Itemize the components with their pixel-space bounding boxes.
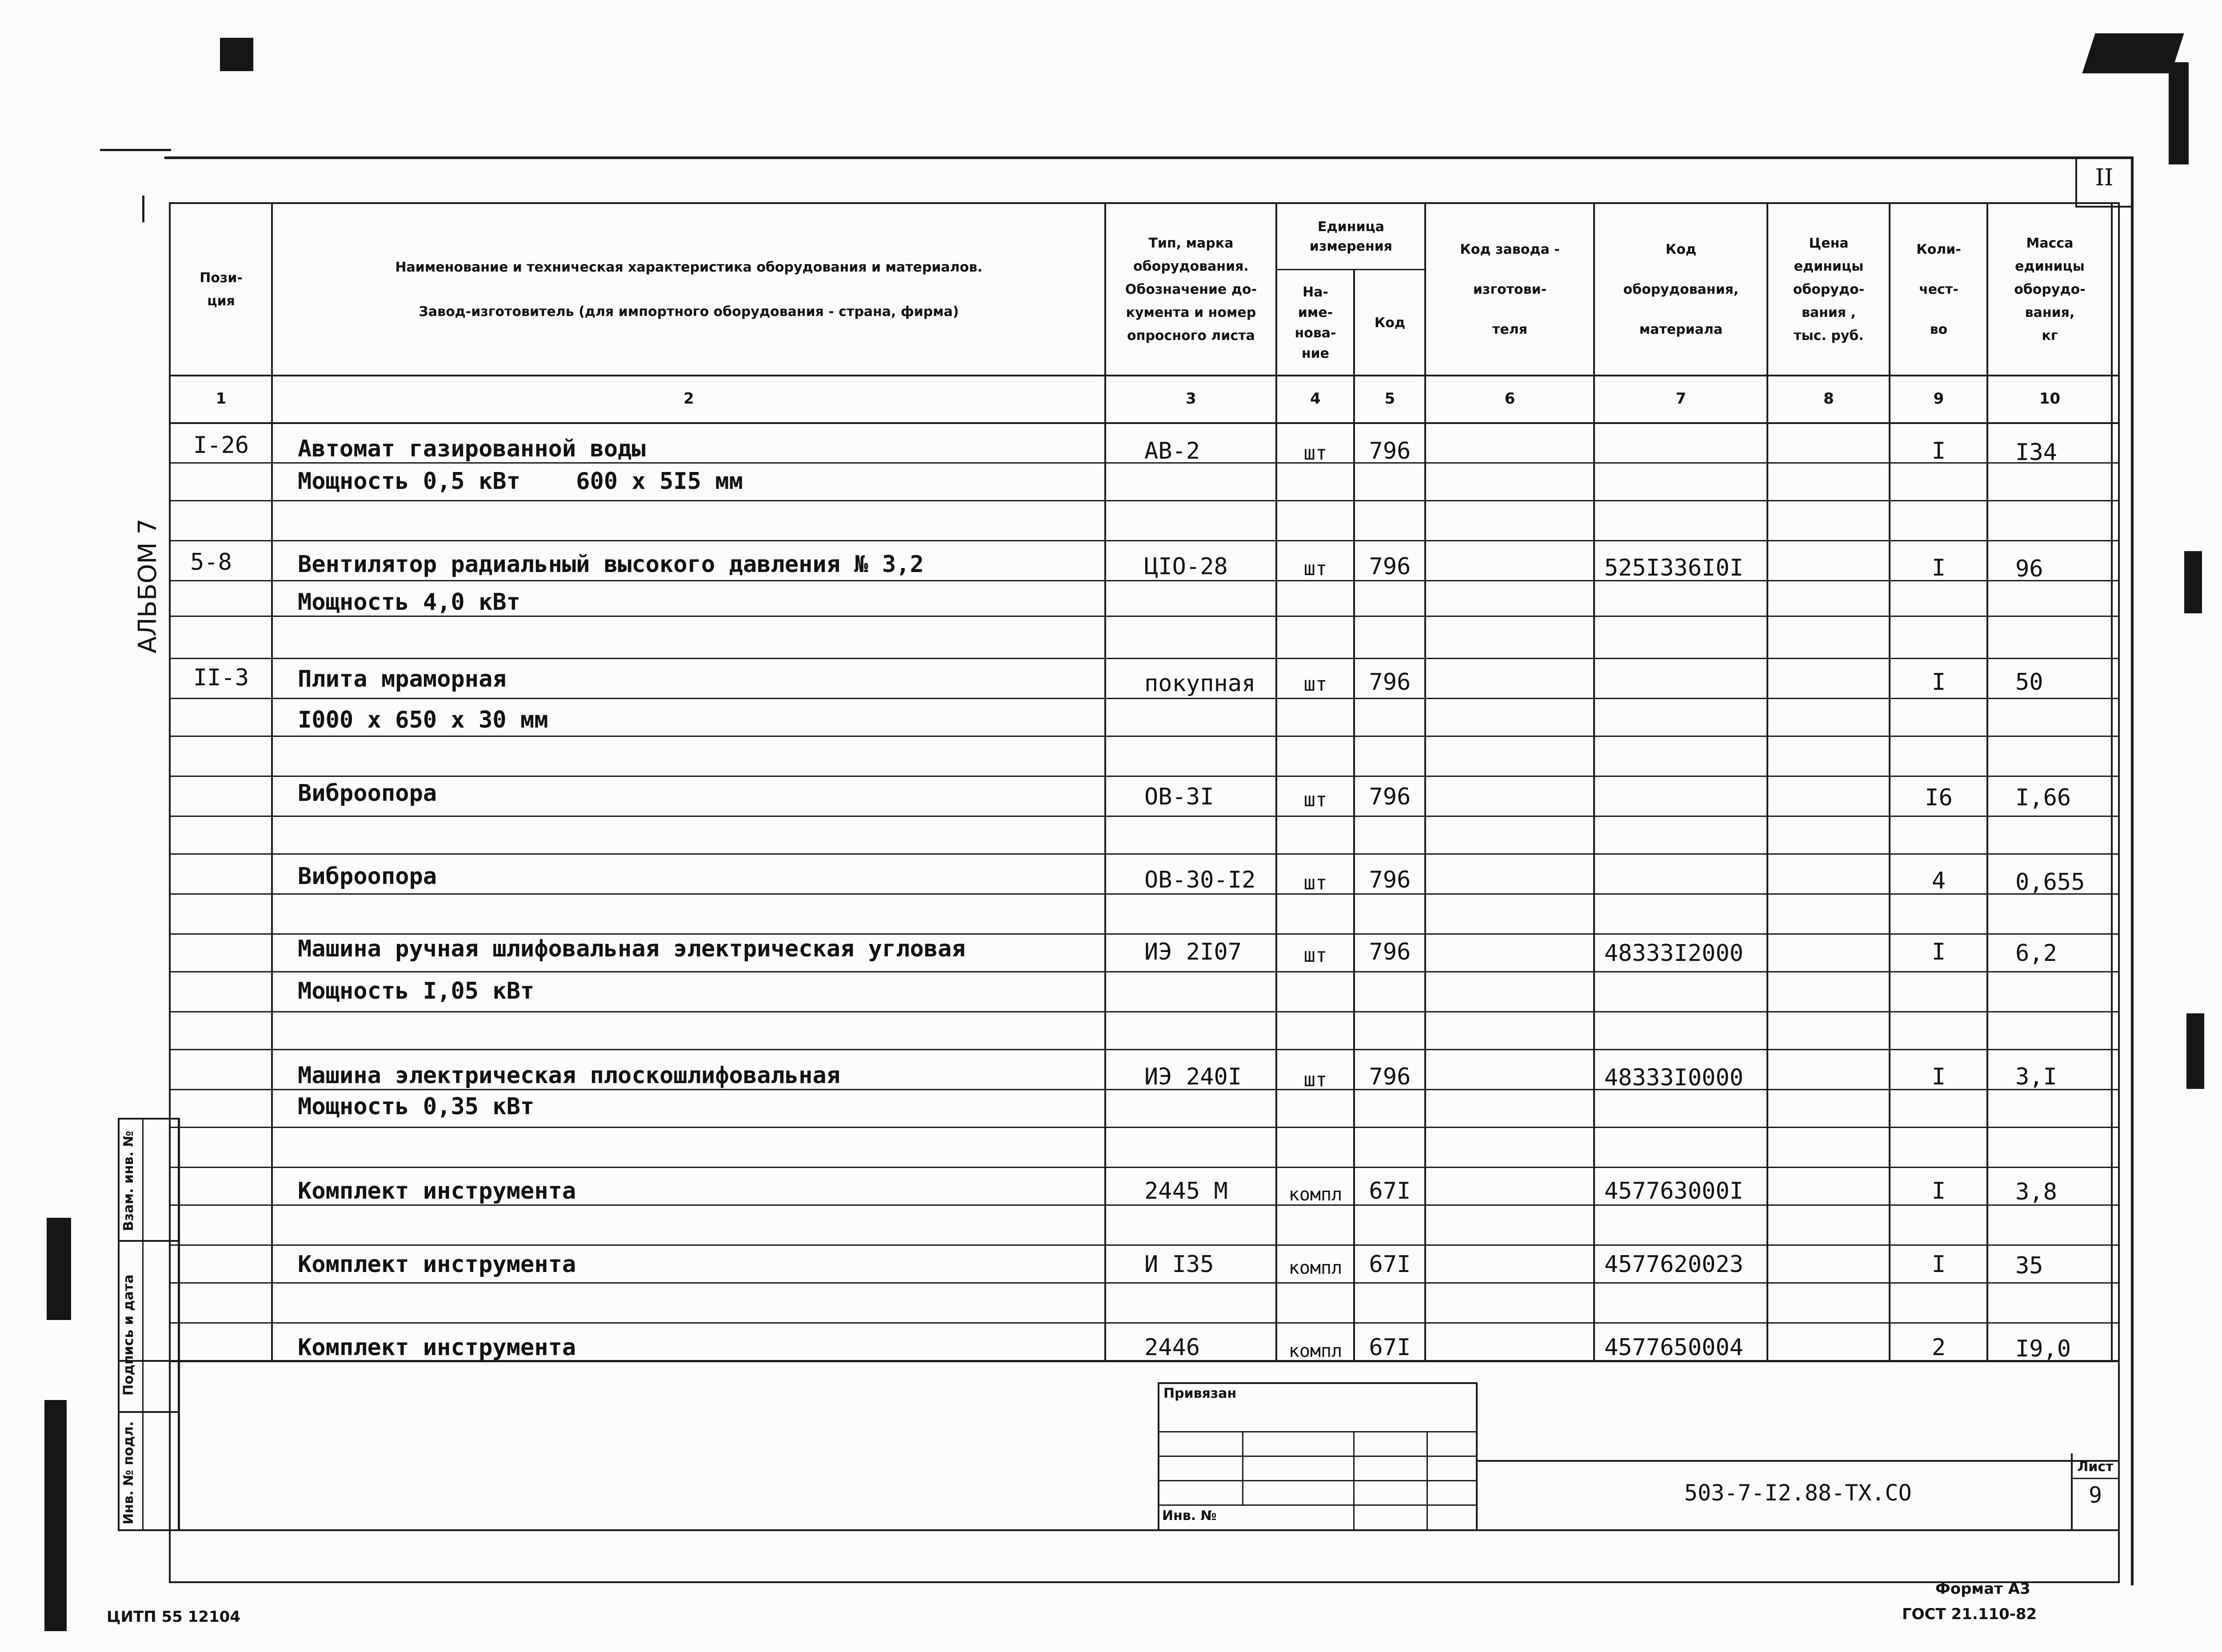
row-7-name: Машина электрическая плоскошлифовальная xyxy=(298,1062,840,1089)
attached-stamp-row-2 xyxy=(1158,1456,1478,1457)
row-4-name: Виброопора xyxy=(298,780,437,807)
row-6-qty: I xyxy=(1931,939,1946,965)
side-stamp-divider-1 xyxy=(118,1240,180,1242)
row-line xyxy=(169,893,2120,895)
scan-smear-right-low xyxy=(2186,1013,2204,1089)
row-1-name: Автомат газированной воды xyxy=(298,436,646,462)
col-6-header: Код завода - изготови- теля xyxy=(1460,241,1560,337)
sheet-number: 9 xyxy=(2088,1482,2102,1508)
col-1-header: Пози- ция xyxy=(200,270,243,309)
col-6-number: 6 xyxy=(1504,390,1515,408)
col-line-1 xyxy=(271,202,273,1362)
col-line-3 xyxy=(1275,202,1277,1362)
row-9-code: 67I xyxy=(1369,1251,1411,1278)
col-4-number: 4 xyxy=(1310,390,1321,408)
row-line xyxy=(169,616,2120,617)
row-1-unit: шт xyxy=(1303,442,1327,464)
attached-stamp-col-3 xyxy=(1427,1431,1428,1531)
row-7-type: ИЭ 240I xyxy=(1144,1064,1242,1090)
row-6-code: 796 xyxy=(1369,939,1411,965)
attached-stamp-col-1 xyxy=(1242,1431,1243,1504)
unit-group-line xyxy=(1275,269,1424,270)
outer-frame-right xyxy=(2131,156,2134,1585)
row-7-unit: шт xyxy=(1303,1068,1327,1091)
row-line xyxy=(169,1011,2120,1012)
row-1-type: АВ-2 xyxy=(1144,438,1200,464)
sheet-top-number: II xyxy=(2095,164,2114,191)
row-3-unit: шт xyxy=(1303,673,1327,696)
col-9-header: Коли- чест- во xyxy=(1916,241,1961,337)
doc-code-top-line xyxy=(1478,1460,2120,1462)
row-line xyxy=(169,1244,2120,1246)
col-line-10 xyxy=(2111,202,2113,1362)
row-8-code: 67I xyxy=(1369,1178,1411,1204)
row-2-qty: I xyxy=(1931,555,1946,581)
row-10-qty: 2 xyxy=(1931,1334,1946,1361)
attached-stamp-col-2 xyxy=(1353,1431,1355,1531)
row-8-unit: компл xyxy=(1288,1184,1343,1205)
row-line xyxy=(169,1167,2120,1168)
scan-smear-left-low xyxy=(44,1400,67,1631)
row-7-detail: Мощность 0,35 кВт xyxy=(298,1093,535,1120)
row-6-name: Машина ручная шлифовальная электрическая угловая xyxy=(298,936,966,962)
row-3-qty: I xyxy=(1931,669,1946,696)
sheet-box-divider xyxy=(2071,1478,2120,1479)
col-2-number: 2 xyxy=(683,390,694,408)
row-4-qty: I6 xyxy=(1925,784,1953,811)
row-5-name: Виброопора xyxy=(298,863,437,890)
row-2-mass: 96 xyxy=(2015,556,2043,582)
row-9-mass: 35 xyxy=(2015,1252,2043,1279)
col-5-number: 5 xyxy=(1384,390,1395,408)
row-6-detail: Мощность I,05 кВт xyxy=(298,978,535,1004)
row-4-type: ОВ-3I xyxy=(1144,784,1214,810)
col-7-header: Код оборудования, материала xyxy=(1623,241,1739,337)
row-line xyxy=(169,1282,2120,1284)
row-1-code: 796 xyxy=(1369,438,1411,464)
col-7-number: 7 xyxy=(1675,390,1686,408)
row-9-unit: компл xyxy=(1288,1258,1343,1278)
row-1-mass: I34 xyxy=(2015,439,2057,466)
footer-left-code: ЦИТП 55 12104 xyxy=(107,1608,240,1626)
row-4-unit: шт xyxy=(1303,788,1327,811)
col-8-number: 8 xyxy=(1823,390,1834,408)
row-2-equip-code: 525I336I0I xyxy=(1604,555,1744,581)
row-7-equip-code: 48333I0000 xyxy=(1604,1064,1744,1091)
row-line xyxy=(169,776,2120,777)
drawing-frame-left-mark xyxy=(142,196,144,222)
row-9-equip-code: 4577620023 xyxy=(1604,1251,1744,1278)
row-10-code: 67I xyxy=(1369,1334,1411,1361)
row-9-name: Комплект инструмента xyxy=(298,1251,576,1278)
col-1-number: 1 xyxy=(216,390,227,408)
side-stamp-inner-line xyxy=(142,1118,144,1531)
row-1-position: I-26 xyxy=(193,432,249,459)
row-10-equip-code: 4577650004 xyxy=(1604,1334,1744,1361)
row-line xyxy=(169,698,2120,699)
row-7-mass: 3,I xyxy=(2015,1064,2057,1090)
row-2-detail: Мощность 4,0 кВт xyxy=(298,589,520,616)
row-7-qty: I xyxy=(1931,1064,1946,1090)
row-8-qty: I xyxy=(1931,1178,1946,1204)
document-code: 503-7-I2.88-ТХ.СО xyxy=(1684,1480,1912,1506)
row-3-mass: 50 xyxy=(2015,669,2043,696)
scan-smear-right-edge xyxy=(2169,62,2189,164)
scan-top-rule xyxy=(100,149,171,151)
attached-stamp-row-4 xyxy=(1158,1504,1478,1506)
col-10-header: Масса единицы оборудо- вания, кг xyxy=(2014,235,2086,344)
row-8-type: 2445 М xyxy=(1144,1178,1228,1204)
side-label-inv-original: Инв. № подл. xyxy=(121,1421,136,1524)
row-line xyxy=(169,1127,2120,1128)
row-9-qty: I xyxy=(1931,1251,1946,1278)
row-line xyxy=(169,1322,2120,1324)
row-4-code: 796 xyxy=(1369,784,1411,810)
row-8-equip-code: 457763000I xyxy=(1604,1178,1744,1204)
col-5-header: Код xyxy=(1374,315,1406,331)
col-line-9 xyxy=(1986,202,1988,1362)
row-1-detail: Мощность 0,5 кВт 600 x 5I5 мм xyxy=(298,468,743,495)
col-line-5 xyxy=(1424,202,1426,1362)
row-3-name: Плита мраморная xyxy=(298,666,507,692)
row-7-code: 796 xyxy=(1369,1064,1411,1090)
row-line xyxy=(169,853,2120,855)
row-2-position: 5-8 xyxy=(190,549,232,576)
side-stamp-divider-2 xyxy=(118,1411,180,1413)
row-5-mass: 0,655 xyxy=(2015,869,2085,896)
row-line xyxy=(169,658,2120,659)
row-8-mass: 3,8 xyxy=(2015,1179,2057,1205)
scan-smear-top-left xyxy=(220,38,253,71)
row-line xyxy=(169,500,2120,501)
colnum-bottom-line xyxy=(169,422,2120,424)
row-line xyxy=(169,816,2120,817)
col-10-number: 10 xyxy=(2039,390,2061,408)
row-10-type: 2446 xyxy=(1144,1334,1200,1361)
row-5-unit: шт xyxy=(1303,872,1327,894)
row-4-mass: I,66 xyxy=(2015,784,2071,811)
side-label-vzam-inv: Взам. инв. № xyxy=(121,1131,136,1231)
row-2-unit: шт xyxy=(1303,557,1327,580)
sheet-label: Лист xyxy=(2077,1459,2114,1475)
col-3-number: 3 xyxy=(1186,390,1196,408)
row-2-name: Вентилятор радиальный высокого давления № 3,2 xyxy=(298,551,924,578)
row-line xyxy=(169,540,2120,541)
col-9-number: 9 xyxy=(1933,390,1944,408)
row-6-unit: шт xyxy=(1303,944,1327,967)
attached-stamp-row-3 xyxy=(1158,1480,1478,1481)
row-line xyxy=(169,1204,2120,1206)
attached-stamp-label: Привязан xyxy=(1163,1386,1237,1401)
attached-stamp-row-1 xyxy=(1158,1431,1478,1432)
row-line xyxy=(169,1049,2120,1050)
col-line-7 xyxy=(1766,202,1768,1362)
row-2-code: 796 xyxy=(1369,553,1411,580)
row-9-type: И I35 xyxy=(1144,1251,1214,1278)
row-2-type: ЦIO-28 xyxy=(1144,553,1228,580)
row-line xyxy=(169,971,2120,972)
row-6-equip-code: 48333I2000 xyxy=(1604,940,1744,967)
col-8-header: Цена единицы оборудо- вания , тыс. руб. xyxy=(1793,235,1865,344)
row-5-code: 796 xyxy=(1369,867,1411,893)
col-4-header: На- име- нова- ние xyxy=(1295,284,1336,361)
scan-smear-right-mid xyxy=(2184,551,2202,613)
row-3-position: II-3 xyxy=(193,664,249,691)
unit-group-header: Единица измерения xyxy=(1309,219,1393,254)
row-3-type: покупная xyxy=(1144,670,1256,697)
col-2-header: Наименование и техническая характеристика оборудования и материалов. Завод-изготовитель (для импортного оборудования - страна, фирма) xyxy=(395,259,983,320)
footer-gost: ГОСТ 21.110-82 xyxy=(1902,1605,2037,1623)
row-line xyxy=(169,736,2120,737)
row-5-type: ОВ-30-I2 xyxy=(1144,867,1256,893)
col-line-2 xyxy=(1104,202,1106,1362)
row-8-name: Комплект инструмента xyxy=(298,1178,576,1204)
side-label-signature-date: Подпись и дата xyxy=(121,1274,136,1396)
row-line xyxy=(169,933,2120,935)
row-6-mass: 6,2 xyxy=(2015,940,2057,967)
row-line xyxy=(169,580,2120,581)
inv-number-label: Инв. № xyxy=(1162,1508,1217,1524)
row-1-qty: I xyxy=(1931,438,1946,464)
row-10-name: Комплект инструмента xyxy=(298,1334,576,1361)
col-line-6 xyxy=(1593,202,1595,1362)
row-3-detail: I000 x 650 x 30 мм xyxy=(298,707,548,733)
row-6-type: ИЭ 2I07 xyxy=(1144,939,1242,965)
col-line-8 xyxy=(1889,202,1890,1362)
row-10-mass: I9,0 xyxy=(2015,1336,2071,1362)
outer-frame-top xyxy=(164,156,2133,159)
col-3-header: Тип, марка оборудования. Обозначение до- кумента и номер опросного листа xyxy=(1125,235,1257,344)
scan-smear-left-mid xyxy=(47,1218,71,1320)
row-10-unit: компл xyxy=(1288,1341,1343,1361)
row-3-code: 796 xyxy=(1369,669,1411,696)
album-label: АЛЬБОМ 7 xyxy=(133,518,162,653)
footer-format: Формат А3 xyxy=(1935,1580,2030,1598)
row-5-qty: 4 xyxy=(1931,868,1946,894)
